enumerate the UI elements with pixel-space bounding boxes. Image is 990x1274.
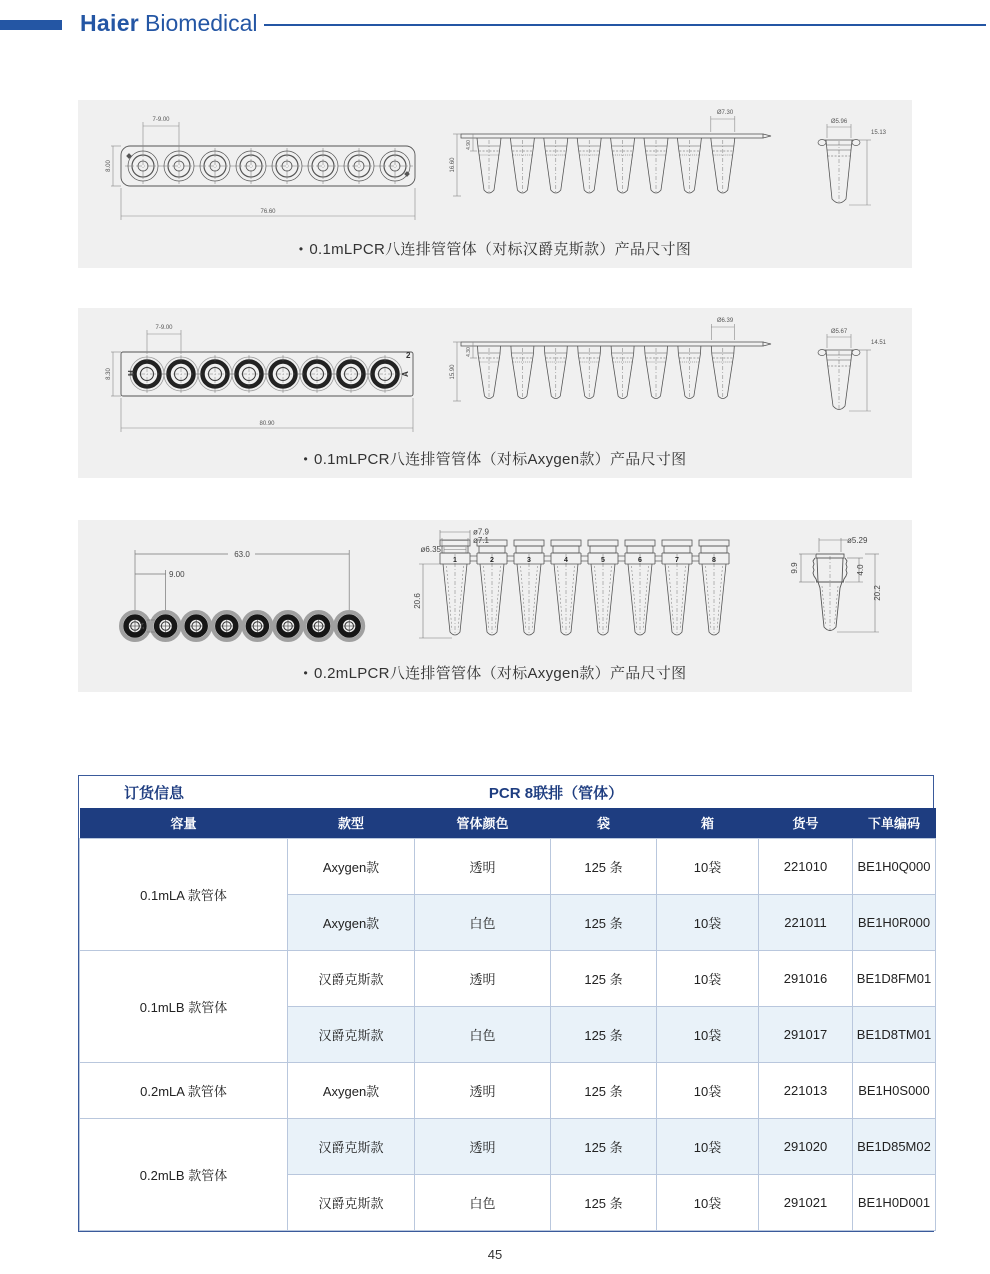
strip-top-view-drawing bbox=[103, 104, 433, 239]
tube-number: 7 bbox=[675, 557, 679, 564]
single-tube-drawing bbox=[791, 104, 911, 239]
table-row bbox=[80, 950, 936, 1006]
capacity-cell: 0.1mLB 款管体 bbox=[80, 950, 288, 1062]
dim-strip-length: 76.60 bbox=[260, 209, 276, 215]
cad-left-mark: H bbox=[127, 370, 136, 376]
style-cell: Axygen款 bbox=[288, 894, 415, 950]
dim-total-length: 63.0 bbox=[234, 550, 250, 559]
cad-right-mark: A bbox=[401, 371, 410, 377]
table-row bbox=[80, 1062, 936, 1118]
box-cell: 10袋 bbox=[657, 1062, 759, 1118]
order-code-cell: BE1D8TM01 bbox=[853, 1006, 936, 1062]
code-cell: 291021 bbox=[759, 1174, 853, 1230]
box-cell: 10袋 bbox=[657, 950, 759, 1006]
code-cell: 221010 bbox=[759, 838, 853, 894]
box-cell: 10袋 bbox=[657, 894, 759, 950]
tube-number: 3 bbox=[527, 557, 531, 564]
header-rule-line bbox=[264, 24, 986, 26]
page-number: 45 bbox=[487, 1247, 503, 1262]
order-code-cell: BE1H0Q000 bbox=[853, 838, 936, 894]
style-cell: 汉爵克斯款 bbox=[288, 1006, 415, 1062]
box-cell: 10袋 bbox=[657, 1174, 759, 1230]
col-order-code: 下单编码 bbox=[853, 808, 936, 838]
color-cell: 透明 bbox=[415, 1062, 551, 1118]
code-cell: 291017 bbox=[759, 1006, 853, 1062]
box-cell: 10袋 bbox=[657, 1118, 759, 1174]
panel-caption: • 0.1mLPCR八连排管管体（对标Axygen款）产品尺寸图 bbox=[303, 451, 687, 468]
brand-accent-bar bbox=[0, 20, 62, 30]
single-tube-drawing bbox=[775, 524, 905, 662]
single-tube-drawing bbox=[791, 312, 911, 447]
dim-pitch: 9.00 bbox=[169, 570, 185, 579]
table-title-row bbox=[79, 776, 933, 808]
panel-caption: • 0.1mLPCR八连排管管体（对标汉爵克斯款）产品尺寸图 bbox=[298, 241, 692, 258]
drawing-panel-0-2ml-axygen bbox=[78, 520, 912, 692]
code-cell: 291016 bbox=[759, 950, 853, 1006]
col-capacity: 容量 bbox=[80, 808, 288, 838]
dim-tube-height: 20.6 bbox=[413, 593, 422, 609]
dim-pitch: 7-9.00 bbox=[152, 117, 170, 123]
dim-dia-outer: ø7.9 bbox=[473, 527, 490, 537]
dim-dia-inner: ø6.35 bbox=[420, 545, 441, 554]
color-cell: 白色 bbox=[415, 894, 551, 950]
dim-tube-height: 15.90 bbox=[450, 364, 456, 380]
dim-single-dia: ø5.29 bbox=[847, 536, 868, 545]
strip-top-view-drawing bbox=[103, 312, 433, 447]
table-row bbox=[80, 1118, 936, 1174]
code-cell: 291020 bbox=[759, 1118, 853, 1174]
dim-tab: 1.4 bbox=[140, 622, 146, 630]
bag-cell: 125 条 bbox=[551, 1062, 657, 1118]
order-code-cell: BE1H0D001 bbox=[853, 1174, 936, 1230]
order-code-cell: BE1D85M02 bbox=[853, 1118, 936, 1174]
bag-cell: 125 条 bbox=[551, 894, 657, 950]
brand-name-bold: Haier bbox=[80, 10, 140, 36]
dim-strip-height: 8.30 bbox=[106, 368, 112, 380]
order-code-cell: BE1H0S000 bbox=[853, 1062, 936, 1118]
capacity-cell: 0.2mLB 款管体 bbox=[80, 1118, 288, 1230]
box-cell: 10袋 bbox=[657, 838, 759, 894]
style-cell: 汉爵克斯款 bbox=[288, 950, 415, 1006]
col-color: 管体颜色 bbox=[415, 808, 551, 838]
col-box: 箱 bbox=[657, 808, 759, 838]
tube-number: 8 bbox=[712, 557, 716, 564]
tube-number: 2 bbox=[490, 557, 494, 564]
order-code-cell: BE1H0R000 bbox=[853, 894, 936, 950]
bag-cell: 125 条 bbox=[551, 1174, 657, 1230]
dim-single-height: 15.13 bbox=[871, 130, 887, 136]
dim-strip-length: 80.90 bbox=[259, 421, 275, 427]
dim-single-dia: Ø5.96 bbox=[830, 119, 848, 125]
bag-cell: 125 条 bbox=[551, 950, 657, 1006]
table-header-row bbox=[80, 808, 936, 838]
cad-corner-mark: 2 bbox=[406, 351, 411, 360]
box-cell: 10袋 bbox=[657, 1006, 759, 1062]
style-cell: Axygen款 bbox=[288, 838, 415, 894]
style-cell: Axygen款 bbox=[288, 1062, 415, 1118]
section-title: 订货信息 bbox=[124, 784, 185, 802]
dim-single-height: 20.2 bbox=[873, 585, 882, 601]
style-cell: 汉爵克斯款 bbox=[288, 1174, 415, 1230]
strip-side-view-drawing bbox=[447, 312, 777, 447]
dim-cap-depth: 4.30 bbox=[466, 347, 472, 357]
table-row bbox=[80, 838, 936, 894]
capacity-cell: 0.2mLA 款管体 bbox=[80, 1062, 288, 1118]
color-cell: 透明 bbox=[415, 950, 551, 1006]
tube-number: 4 bbox=[564, 557, 568, 564]
col-code: 货号 bbox=[759, 808, 853, 838]
color-cell: 白色 bbox=[415, 1006, 551, 1062]
dim-single-dia: Ø5.67 bbox=[830, 329, 848, 335]
dim-strip-height: 8.00 bbox=[106, 160, 112, 172]
col-bag: 袋 bbox=[551, 808, 657, 838]
panel-caption: • 0.2mLPCR八连排管管体（对标Axygen款）产品尺寸图 bbox=[303, 665, 687, 682]
order-code-cell: BE1D8FM01 bbox=[853, 950, 936, 1006]
strip-side-view-drawing bbox=[447, 104, 777, 239]
tube-number: 1 bbox=[453, 557, 457, 564]
capacity-cell: 0.1mLA 款管体 bbox=[80, 838, 288, 950]
dim-single-neck: 4.0 bbox=[856, 564, 865, 576]
code-cell: 221013 bbox=[759, 1062, 853, 1118]
dim-dia-mid: ø7.1 bbox=[473, 536, 490, 545]
strip-side-view-drawing bbox=[415, 524, 765, 662]
dim-top-dia: Ø6.39 bbox=[716, 318, 734, 324]
drawing-panel-0-1ml-axygen bbox=[78, 308, 912, 478]
style-cell: 汉爵克斯款 bbox=[288, 1118, 415, 1174]
table-title: PCR 8联排（管体） bbox=[488, 784, 624, 802]
bag-cell: 125 条 bbox=[551, 1006, 657, 1062]
bag-cell: 125 条 bbox=[551, 1118, 657, 1174]
color-cell: 透明 bbox=[415, 838, 551, 894]
bag-cell: 125 条 bbox=[551, 838, 657, 894]
code-cell: 221011 bbox=[759, 894, 853, 950]
dim-single-cap: 9.9 bbox=[790, 562, 799, 574]
dim-top-dia: Ø7.30 bbox=[716, 110, 734, 116]
dim-pitch: 7-9.00 bbox=[155, 325, 173, 331]
order-info-table bbox=[78, 775, 934, 1232]
page-header bbox=[0, 8, 990, 50]
tube-number: 5 bbox=[601, 557, 605, 564]
tube-number: 6 bbox=[638, 557, 642, 564]
color-cell: 白色 bbox=[415, 1174, 551, 1230]
dim-tube-height: 16.60 bbox=[450, 157, 456, 173]
dim-single-height: 14.51 bbox=[871, 340, 887, 346]
col-style: 款型 bbox=[288, 808, 415, 838]
brand-name-light: Biomedical bbox=[145, 10, 258, 36]
brand-logo bbox=[80, 10, 258, 37]
dim-cap-depth: 4.90 bbox=[466, 140, 472, 150]
color-cell: 透明 bbox=[415, 1118, 551, 1174]
drawing-panel-0-1ml-hanjueke bbox=[78, 100, 912, 268]
strip-top-view-drawing bbox=[103, 524, 403, 662]
